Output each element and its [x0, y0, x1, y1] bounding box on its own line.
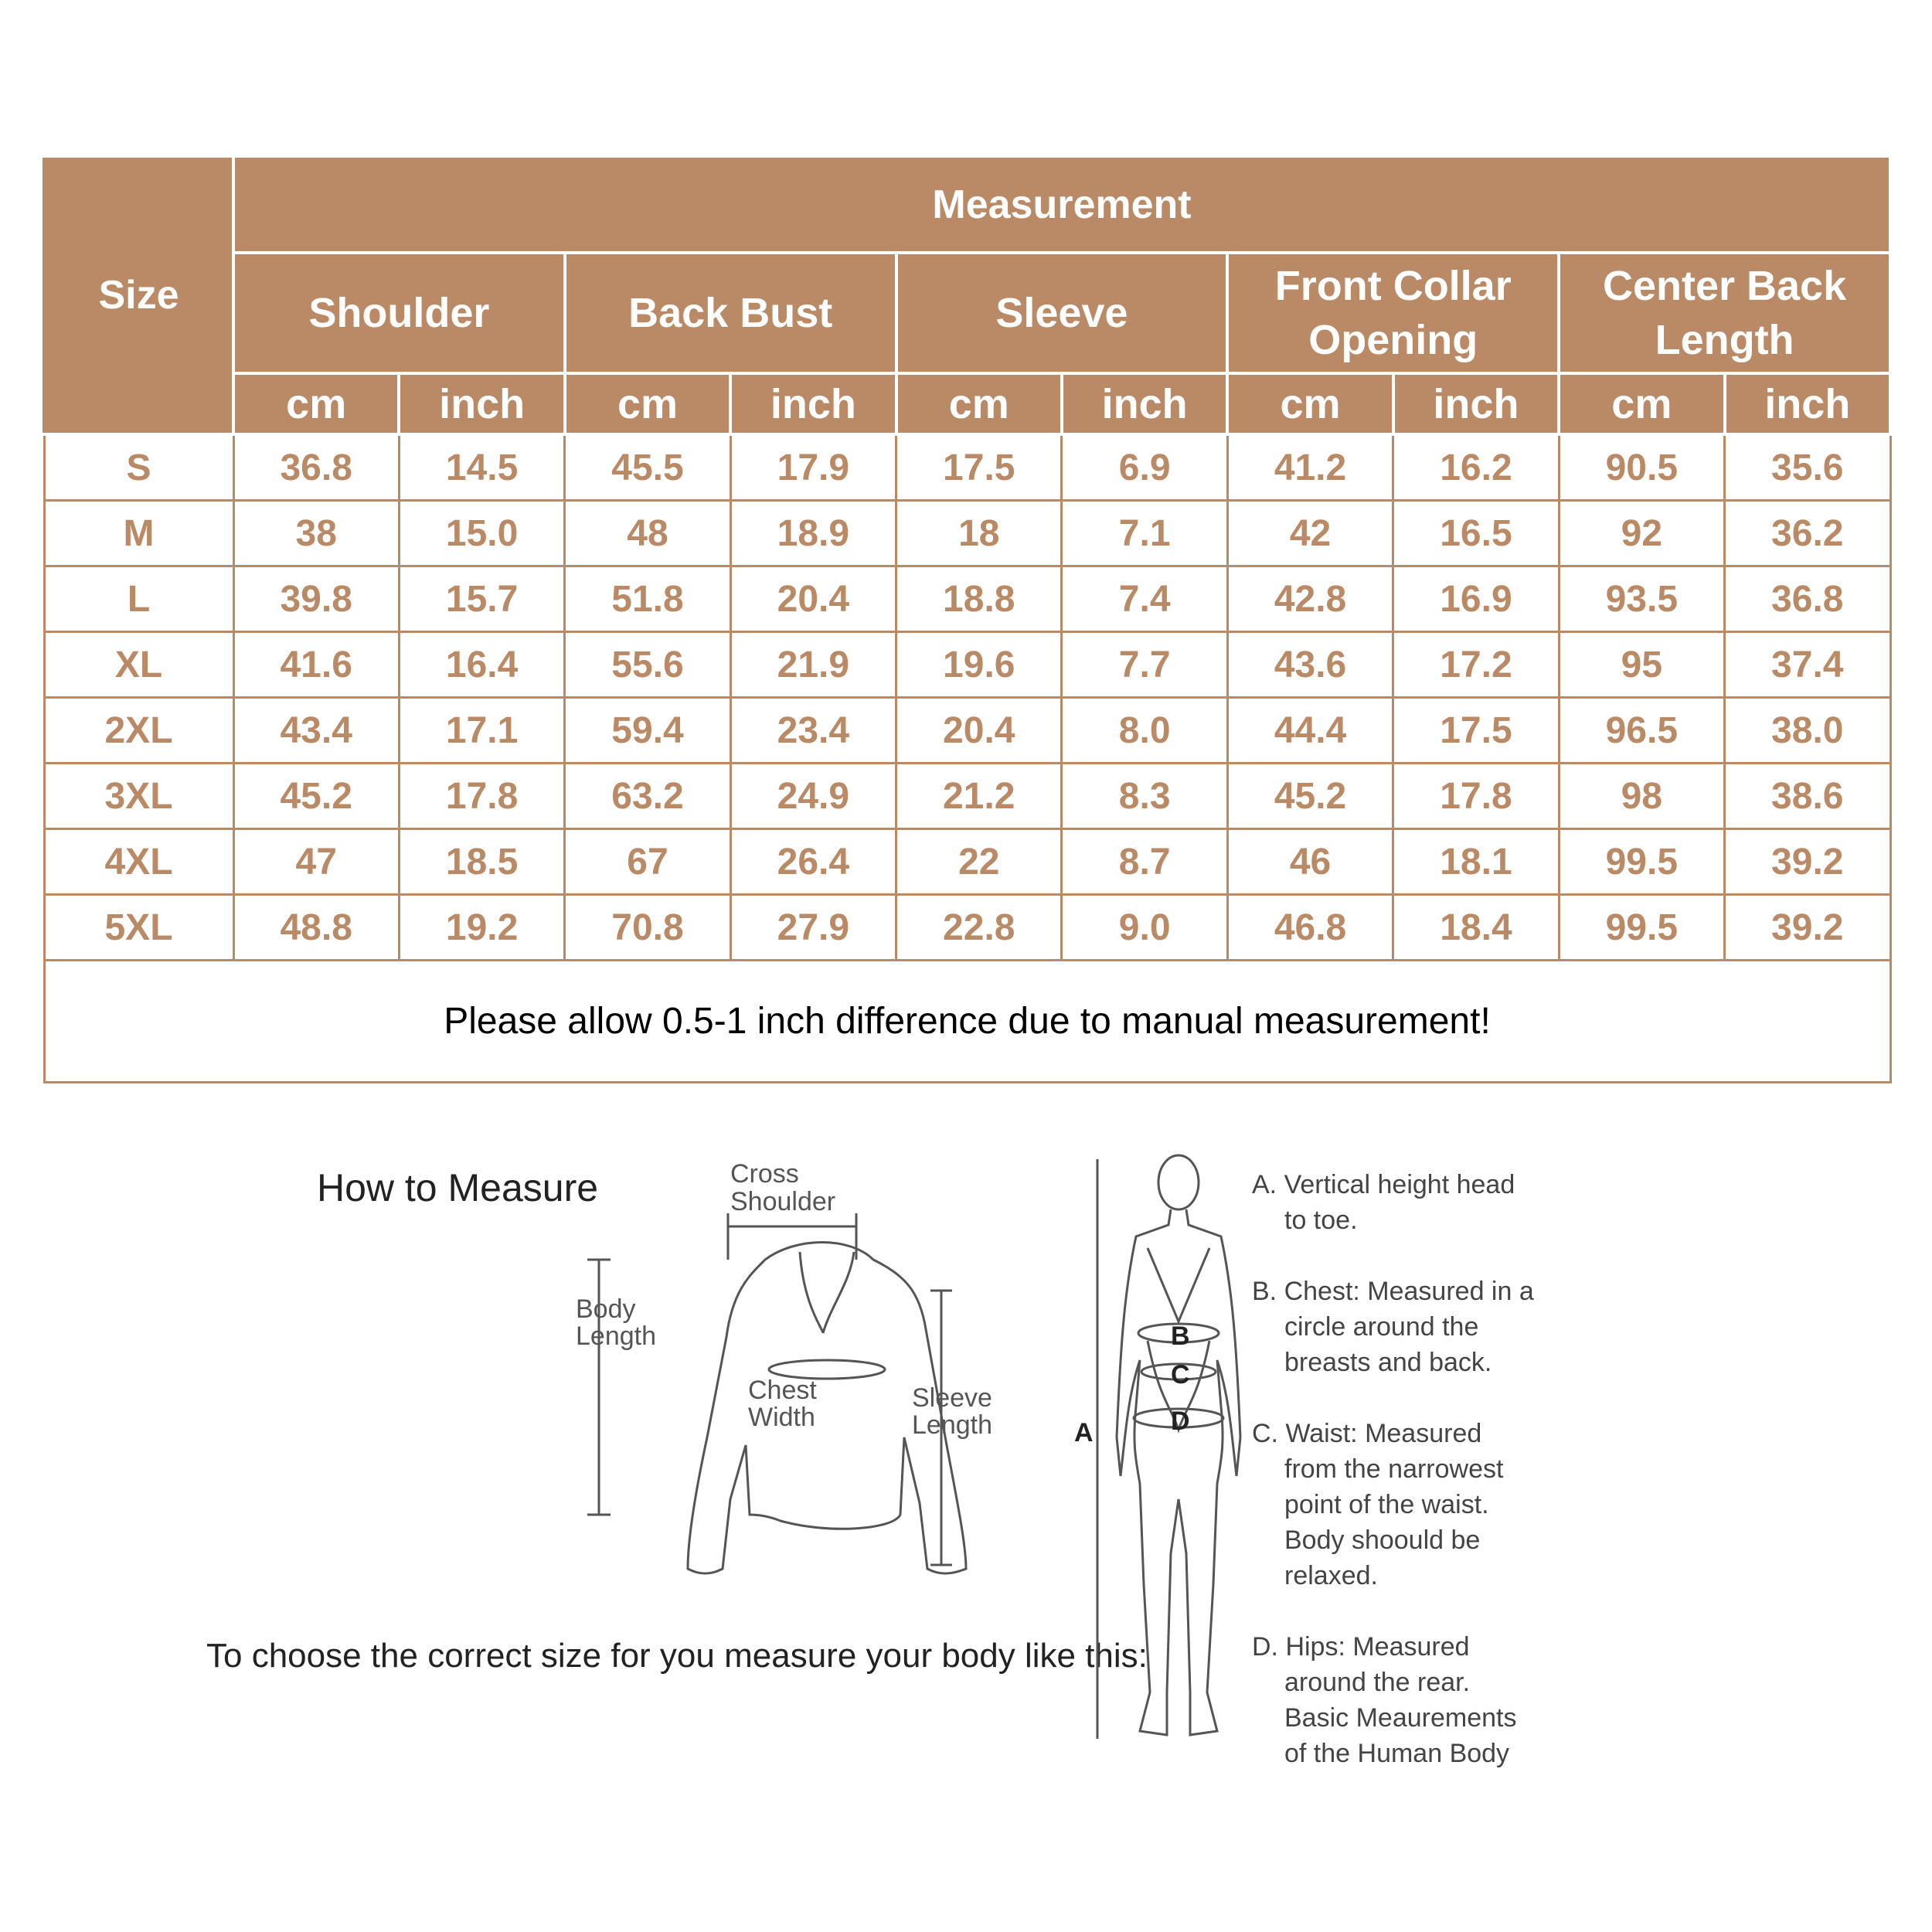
- unit-header: inch: [399, 373, 564, 434]
- value-cell: 41.2: [1227, 434, 1393, 501]
- unit-header: cm: [1227, 373, 1393, 434]
- value-cell: 48.8: [233, 895, 399, 961]
- value-cell: 20.4: [730, 566, 896, 632]
- value-cell: 27.9: [730, 895, 896, 961]
- value-cell: 18.4: [1393, 895, 1559, 961]
- value-cell: 7.4: [1062, 566, 1227, 632]
- value-cell: 22.8: [896, 895, 1062, 961]
- size-cell: M: [44, 501, 233, 566]
- value-cell: 15.0: [399, 501, 564, 566]
- value-cell: 22: [896, 829, 1062, 895]
- value-cell: 18.1: [1393, 829, 1559, 895]
- value-cell: 7.1: [1062, 501, 1227, 566]
- value-cell: 51.8: [565, 566, 730, 632]
- letter-c: C: [1171, 1360, 1190, 1389]
- value-cell: 16.5: [1393, 501, 1559, 566]
- value-cell: 63.2: [565, 764, 730, 829]
- value-cell: 17.2: [1393, 632, 1559, 698]
- value-cell: 9.0: [1062, 895, 1227, 961]
- measurement-note: Please allow 0.5-1 inch difference due to manual measurement!: [44, 961, 1890, 1083]
- size-header: Size: [44, 156, 233, 434]
- value-cell: 47: [233, 829, 399, 895]
- size-cell: XL: [44, 632, 233, 698]
- value-cell: 39.2: [1725, 829, 1890, 895]
- value-cell: 43.4: [233, 698, 399, 764]
- value-cell: 42.8: [1227, 566, 1393, 632]
- value-cell: 18.5: [399, 829, 564, 895]
- value-cell: 17.5: [896, 434, 1062, 501]
- sweater-collar: [800, 1252, 854, 1333]
- group-header-sleeve: Sleeve: [896, 253, 1228, 373]
- size-cell: L: [44, 566, 233, 632]
- value-cell: 18.8: [896, 566, 1062, 632]
- value-cell: 35.6: [1725, 434, 1890, 501]
- legend-a: A. Vertical height head to toe.: [1252, 1170, 1515, 1235]
- value-cell: 15.7: [399, 566, 564, 632]
- value-cell: 46: [1227, 829, 1393, 895]
- value-cell: 46.8: [1227, 895, 1393, 961]
- label-sleeve: Sleeve: [912, 1383, 992, 1413]
- table-row: [44, 764, 1890, 829]
- value-cell: 92: [1559, 501, 1724, 566]
- value-cell: 38.0: [1725, 698, 1890, 764]
- choose-size-instruction: To choose the correct size for you measure your body like this:: [206, 1637, 1148, 1675]
- label-sleeve-length: Length: [912, 1410, 992, 1440]
- group-header-back-bust: Back Bust: [565, 253, 896, 373]
- size-cell: S: [44, 434, 233, 501]
- how-to-measure-title: How to Measure: [317, 1166, 599, 1209]
- value-cell: 93.5: [1559, 566, 1724, 632]
- measurement-legend: [1252, 1167, 1592, 1807]
- value-cell: 43.6: [1227, 632, 1393, 698]
- unit-header: cm: [1559, 373, 1724, 434]
- legend-d: D. Hips: Measured around the rear. Basic Meaurements of the Human Body: [1252, 1632, 1517, 1768]
- value-cell: 26.4: [730, 829, 896, 895]
- value-cell: 36.8: [233, 434, 399, 501]
- value-cell: 17.1: [399, 698, 564, 764]
- table-row: [44, 434, 1890, 501]
- label-body: Body: [576, 1294, 636, 1324]
- size-cell: 2XL: [44, 698, 233, 764]
- value-cell: 21.9: [730, 632, 896, 698]
- table-row: [44, 501, 1890, 566]
- value-cell: 17.5: [1393, 698, 1559, 764]
- value-cell: 44.4: [1227, 698, 1393, 764]
- group-header-shoulder: Shoulder: [233, 253, 565, 373]
- value-cell: 17.8: [1393, 764, 1559, 829]
- unit-header: cm: [233, 373, 399, 434]
- legend-b: B. Chest: Measured in a circle around the breasts and back.: [1252, 1277, 1534, 1377]
- value-cell: 16.2: [1393, 434, 1559, 501]
- value-cell: 17.8: [399, 764, 564, 829]
- label-cross: Cross: [730, 1159, 799, 1189]
- value-cell: 18: [896, 501, 1062, 566]
- value-cell: 95: [1559, 632, 1724, 698]
- value-cell: 36.2: [1725, 501, 1890, 566]
- group-header-center-back: Center Back Length: [1559, 253, 1890, 373]
- value-cell: 45.5: [565, 434, 730, 501]
- value-cell: 20.4: [896, 698, 1062, 764]
- table-row: [44, 698, 1890, 764]
- letter-b: B: [1171, 1321, 1190, 1351]
- value-cell: 45.2: [233, 764, 399, 829]
- unit-header: cm: [896, 373, 1062, 434]
- label-chest: Chest: [748, 1376, 817, 1405]
- value-cell: 7.7: [1062, 632, 1227, 698]
- value-cell: 36.8: [1725, 566, 1890, 632]
- group-header-front-collar: Front Collar Opening: [1227, 253, 1559, 373]
- value-cell: 99.5: [1559, 829, 1724, 895]
- value-cell: 55.6: [565, 632, 730, 698]
- value-cell: 19.6: [896, 632, 1062, 698]
- size-chart-table: [43, 155, 1892, 1083]
- letter-d: D: [1171, 1406, 1190, 1436]
- value-cell: 14.5: [399, 434, 564, 501]
- value-cell: 21.2: [896, 764, 1062, 829]
- value-cell: 38.6: [1725, 764, 1890, 829]
- value-cell: 67: [565, 829, 730, 895]
- unit-header: inch: [1725, 373, 1890, 434]
- value-cell: 48: [565, 501, 730, 566]
- value-cell: 8.3: [1062, 764, 1227, 829]
- value-cell: 8.0: [1062, 698, 1227, 764]
- value-cell: 41.6: [233, 632, 399, 698]
- letter-a: A: [1074, 1418, 1094, 1447]
- label-shoulder: Shoulder: [730, 1187, 836, 1216]
- value-cell: 38: [233, 501, 399, 566]
- value-cell: 90.5: [1559, 434, 1724, 501]
- value-cell: 96.5: [1559, 698, 1724, 764]
- label-body-length: Length: [576, 1321, 656, 1351]
- value-cell: 8.7: [1062, 829, 1227, 895]
- value-cell: 6.9: [1062, 434, 1227, 501]
- value-cell: 45.2: [1227, 764, 1393, 829]
- sweater-diagram: [556, 1151, 1020, 1584]
- value-cell: 98: [1559, 764, 1724, 829]
- unit-header: cm: [565, 373, 730, 434]
- value-cell: 39.8: [233, 566, 399, 632]
- unit-header: inch: [730, 373, 896, 434]
- value-cell: 39.2: [1725, 895, 1890, 961]
- label-chest-width: Width: [748, 1403, 815, 1432]
- value-cell: 99.5: [1559, 895, 1724, 961]
- table-row: [44, 895, 1890, 961]
- value-cell: 23.4: [730, 698, 896, 764]
- measurement-header: Measurement: [233, 156, 1890, 253]
- value-cell: 16.9: [1393, 566, 1559, 632]
- value-cell: 18.9: [730, 501, 896, 566]
- table-row: [44, 829, 1890, 895]
- value-cell: 42: [1227, 501, 1393, 566]
- head-shape: [1158, 1155, 1199, 1209]
- human-body-diagram: [1074, 1151, 1252, 1754]
- value-cell: 16.4: [399, 632, 564, 698]
- unit-header: inch: [1062, 373, 1227, 434]
- unit-header: inch: [1393, 373, 1559, 434]
- value-cell: 37.4: [1725, 632, 1890, 698]
- value-cell: 24.9: [730, 764, 896, 829]
- size-cell: 4XL: [44, 829, 233, 895]
- table-row: [44, 566, 1890, 632]
- size-cell: 3XL: [44, 764, 233, 829]
- body-outline: [1117, 1209, 1240, 1735]
- value-cell: 17.9: [730, 434, 896, 501]
- table-row: [44, 632, 1890, 698]
- value-cell: 70.8: [565, 895, 730, 961]
- value-cell: 59.4: [565, 698, 730, 764]
- value-cell: 19.2: [399, 895, 564, 961]
- legend-c: C. Waist: Measured from the narrowest point of the waist. Body shoould be relaxed.: [1252, 1419, 1504, 1590]
- size-cell: 5XL: [44, 895, 233, 961]
